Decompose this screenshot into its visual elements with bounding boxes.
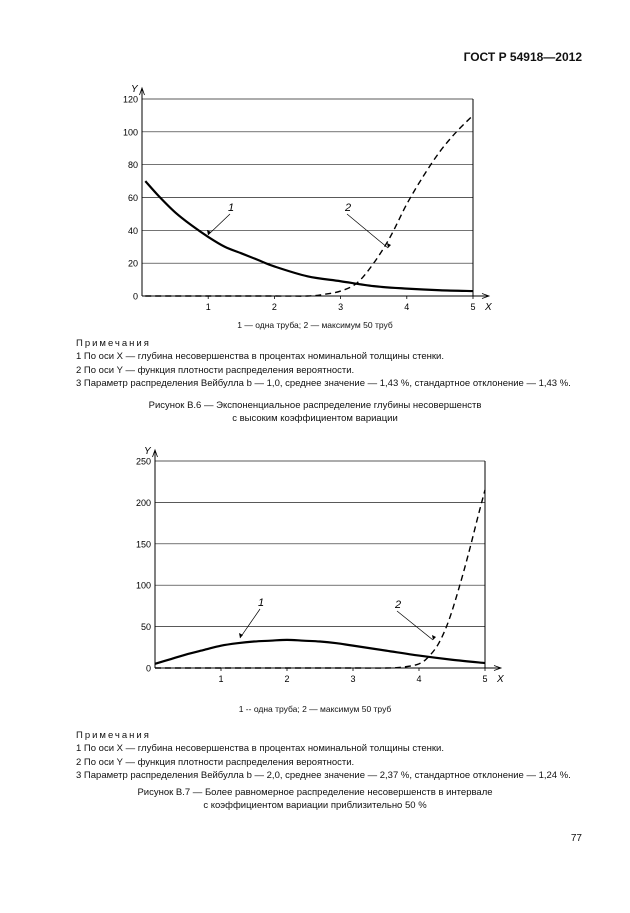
page-number: 77	[570, 833, 582, 844]
y-tick-label: 60	[127, 193, 138, 203]
note-line: 1 По оси X — глубина несовершенства в процентах номинальной толщины стенки.	[76, 351, 445, 363]
y-tick-label: 80	[127, 160, 138, 171]
y-axis-label: Y	[144, 446, 151, 457]
caption-line: Рисунок В.6 — Экспоненциальное распределение глубины несовершенств	[148, 400, 482, 411]
y-tick-label: 120	[122, 94, 138, 105]
y-tick-label: 40	[127, 225, 138, 236]
note-line: 3 Параметр распределения Вейбулла b — 1,0, среднее значение — 1,43 %, стандартное отклонение — 1,43 %.	[76, 377, 571, 389]
figure-b6-legend: 1 — одна труба; 2 — максимум 50 труб	[237, 320, 393, 330]
x-tick-label: 4	[416, 674, 422, 684]
x-axis-label: X	[497, 674, 504, 685]
y-tick-label: 250	[135, 456, 151, 467]
x-tick-label: 1	[218, 674, 224, 684]
notes-title: Примечания	[76, 338, 151, 349]
y-tick-label: 200	[135, 497, 151, 508]
document-id: ГОСТ Р 54918—2012	[463, 50, 582, 64]
x-tick-label: 5	[482, 674, 488, 684]
y-tick-label: 0	[132, 291, 138, 302]
series-2-label: 2	[345, 202, 352, 214]
figure-b6-notes	[76, 337, 571, 390]
series-1-leader-arrow	[239, 633, 243, 638]
y-tick-label: 100	[122, 127, 138, 138]
chart-figure-b7	[0, 440, 630, 720]
x-tick-label: 3	[338, 302, 344, 312]
figure-b7-notes	[76, 729, 571, 782]
x-axis-label: X	[485, 302, 492, 313]
x-tick-label: 5	[470, 302, 476, 312]
note-line: 2 По оси Y — функция плотности распределения вероятности.	[76, 364, 355, 376]
x-tick-label: 2	[284, 674, 290, 684]
y-tick-label: 50	[140, 622, 151, 633]
x-tick-label: 2	[271, 302, 277, 312]
x-tick-label: 1	[205, 302, 211, 312]
x-tick-label: 3	[350, 674, 356, 684]
series-1-label: 1	[228, 202, 235, 214]
caption-line: Рисунок В.7 — Более равномерное распределение несовершенств в интервале	[137, 787, 493, 798]
figure-b6-caption	[0, 400, 630, 425]
y-axis-label: Y	[131, 84, 138, 95]
series-2-line	[145, 115, 473, 296]
y-tick-label: 0	[145, 663, 151, 674]
note-line: 1 По оси X — глубина несовершенства в процентах номинальной толщины стенки.	[76, 743, 445, 755]
y-tick-label: 100	[135, 580, 151, 591]
series-1-leader	[208, 214, 230, 235]
series-1-leader	[240, 609, 260, 638]
notes-title: Примечания	[76, 730, 151, 741]
x-tick-label: 4	[404, 302, 410, 312]
series-2-leader	[347, 214, 388, 248]
caption-line: с высоким коэффициентом вариации	[232, 412, 398, 424]
note-line: 2 По оси Y — функция плотности распределения вероятности.	[76, 756, 355, 768]
caption-line: с коэффициентом вариации приблизительно 50 %	[203, 799, 427, 811]
figure-b7-caption	[0, 787, 630, 812]
figure-b7-legend: 1 -- одна труба; 2 — максимум 50 труб	[238, 704, 392, 714]
note-line: 3 Параметр распределения Вейбулла b — 2,0, среднее значение — 2,37 %, стандартное отклонение — 1,24 %.	[76, 769, 571, 781]
chart-figure-b6	[0, 0, 630, 340]
series-2-leader	[397, 611, 433, 640]
series-1-label: 1	[258, 597, 265, 609]
series-1-line	[155, 640, 485, 664]
series-2-label: 2	[395, 599, 402, 611]
y-tick-label: 150	[135, 539, 151, 550]
y-tick-label: 20	[127, 258, 138, 269]
